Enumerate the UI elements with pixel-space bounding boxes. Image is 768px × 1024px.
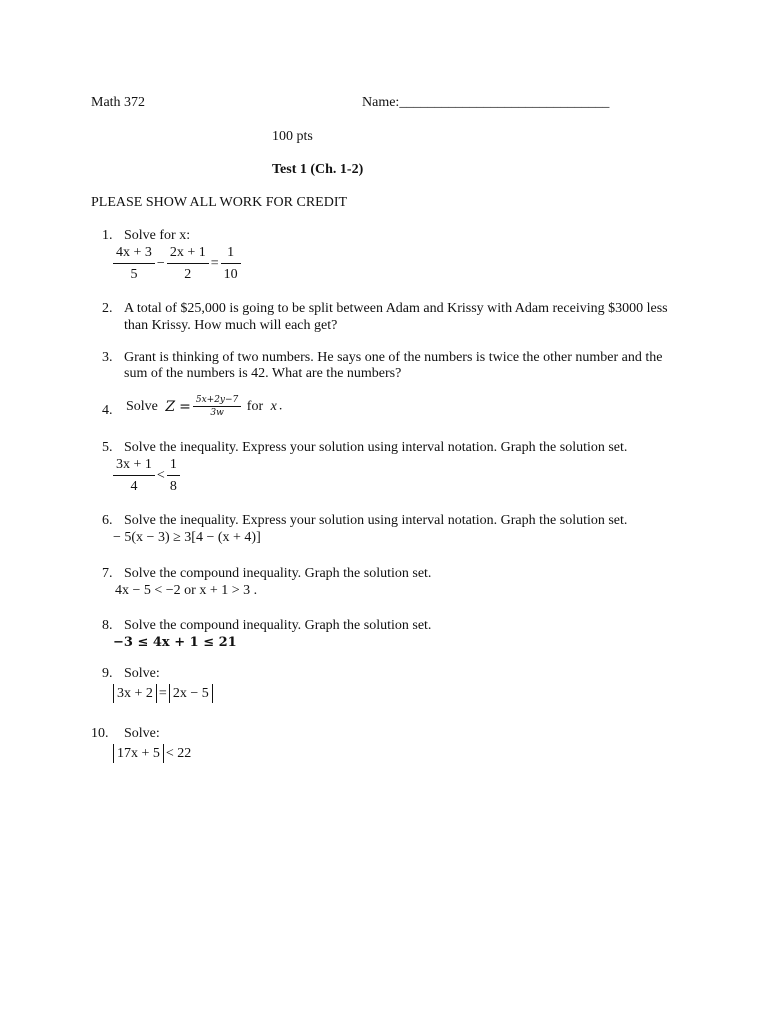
problem-number: 6.: [102, 513, 113, 528]
compound-inequality: 4x − 5 < −2 or x + 1 > 3 .: [115, 583, 258, 598]
problem-prompt: Solve the compound inequality. Graph the solution set.: [124, 566, 432, 581]
fraction: $\frac{3x + 1}{4}$: [113, 457, 155, 495]
problem-number: 3.: [102, 350, 113, 365]
test-title: Test 1 (Ch. 1-2): [272, 162, 364, 177]
problem-number: 10.: [91, 726, 109, 741]
points-label: 100 pts: [272, 129, 313, 144]
fraction: $\frac{2x + 1}{2}$: [167, 245, 209, 283]
inequality: $\frac{3x + 1}{4}$ < $\frac{1}{8}$: [113, 457, 180, 495]
problem-text-line: sum of the numbers is 42. What are the numbers?: [124, 366, 402, 381]
fraction: $\frac{4x + 3}{5}$: [113, 245, 155, 283]
problem-prompt: Solve the inequality. Express your solution using interval notation. Graph the solution set.: [124, 513, 628, 528]
fraction: $\frac{1}{8}$: [167, 457, 180, 495]
compound-inequality: −3 ≤ 4x + 1 ≤ 21: [113, 635, 237, 650]
problem-prompt: Solve:: [124, 726, 160, 741]
problem-prompt: Solve:: [124, 666, 160, 681]
equation: Solve Z = $\frac{5x+2y-7}{3w}$ for x .: [126, 395, 283, 418]
fraction: $\frac{5x+2y-7}{3w}$: [193, 395, 241, 418]
absolute-value-inequality: 17x + 5 < 22: [113, 744, 193, 763]
problem-prompt: Solve the inequality. Express your solution using interval notation. Graph the solution set.: [124, 440, 628, 455]
problem-text-line: A total of $25,000 is going to be split between Adam and Krissy with Adam receiving $3000 less: [124, 301, 668, 316]
problem-number: 7.: [102, 566, 113, 581]
problem-number: 1.: [102, 228, 113, 243]
problem-number: 8.: [102, 618, 113, 633]
problem-prompt: Solve for x:: [124, 228, 191, 243]
student-name-field[interactable]: Name:______________________________: [362, 95, 610, 110]
equation: $\frac{4x + 3}{5}$ − $\frac{2x + 1}{2}$ = $\frac{1}{10}$: [113, 245, 241, 283]
problem-number: 4.: [102, 403, 113, 418]
inequality: − 5(x − 3) ≥ 3[4 − (x + 4)]: [113, 530, 261, 545]
problem-number: 5.: [102, 440, 113, 455]
problem-number: 2.: [102, 301, 113, 316]
absolute-value-equation: 3x + 2 = 2x − 5: [113, 684, 213, 703]
fraction: $\frac{1}{10}$: [221, 245, 241, 283]
problem-prompt: Solve the compound inequality. Graph the solution set.: [124, 618, 432, 633]
instructions: PLEASE SHOW ALL WORK FOR CREDIT: [91, 195, 348, 210]
problem-number: 9.: [102, 666, 113, 681]
problem-text-line: Grant is thinking of two numbers. He says one of the numbers is twice the other number and the: [124, 350, 663, 365]
course-name: Math 372: [91, 95, 146, 110]
problem-text-line: than Krissy. How much will each get?: [124, 318, 338, 333]
